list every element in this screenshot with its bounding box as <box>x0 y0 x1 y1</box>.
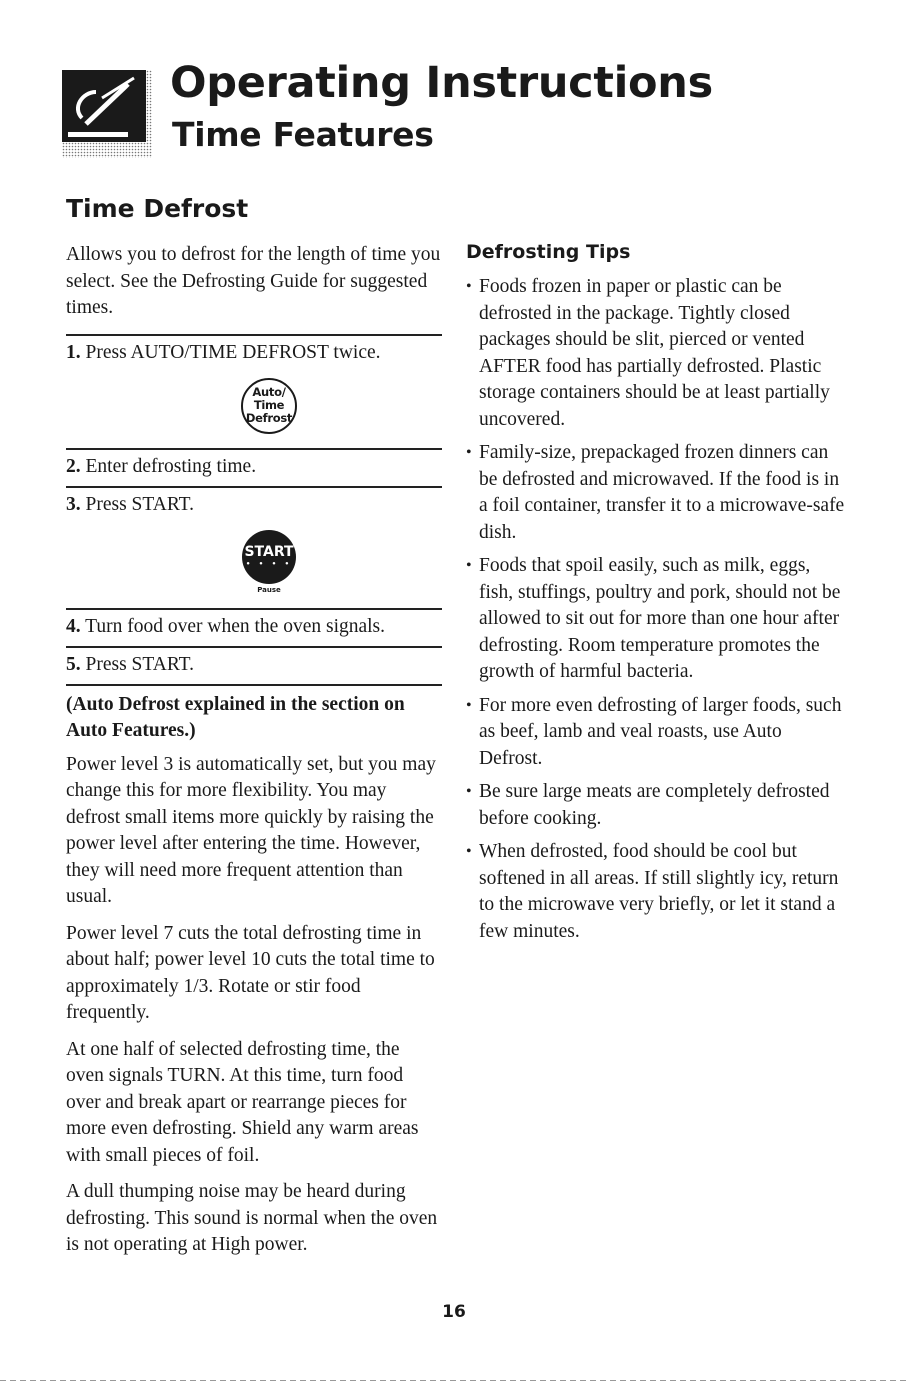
bullet-icon: • <box>466 444 472 461</box>
bullet-icon: • <box>466 696 472 714</box>
step-number: 2. <box>66 455 81 477</box>
page-title: Operating Instructions <box>170 58 713 108</box>
list-item <box>466 693 846 773</box>
bullet-icon: • <box>466 278 472 295</box>
step-text: Press AUTO/TIME DEFROST twice. <box>85 341 381 363</box>
bullet-icon: • <box>466 843 472 860</box>
step-4 <box>66 610 442 646</box>
step-2 <box>66 450 442 486</box>
defrosting-tips-list <box>466 274 846 945</box>
tip-text: When defrosted, food should be cool but softened in all areas. If still slightly icy, return to the microwave very briefly, or let it stand a few minutes. <box>479 841 839 942</box>
list-item <box>466 779 846 832</box>
defrosting-tips-title: Defrosting Tips <box>466 241 631 263</box>
step-3 <box>66 488 442 524</box>
start-button[interactable] <box>242 530 296 584</box>
step-text: Turn food over when the oven signals. <box>85 615 386 637</box>
step-text: Enter defrosting time. <box>85 455 257 477</box>
tip-text: Be sure large meats are completely defrosted before cooking. <box>479 781 830 829</box>
tip-text: Family-size, prepackaged frozen dinners can be defrosted and microwaved. If the food is in a foil container, transfer it to a microwave-safe dish. <box>479 442 845 543</box>
start-button-label: START <box>244 544 294 560</box>
section-title: Time Defrost <box>66 194 249 223</box>
step-5 <box>66 648 442 684</box>
body-paragraph: At one half of selected defrosting time, the oven signals TURN. At this time, turn food over and break apart or rearrange pieces for more even defrosting. Shield any warm areas with small pieces of foil. <box>66 1038 419 1166</box>
page-number: 16 <box>442 1302 466 1322</box>
bullet-icon: • <box>466 783 472 800</box>
step-number: 4. <box>66 615 81 637</box>
step-text: Press START. <box>85 653 194 675</box>
tip-text: Foods frozen in paper or plastic can be defrosted in the package. Tightly closed packages should be slit, pierced or vented AFTER food has partially defrosted. Plastic storage containers should be at least partially uncovered. <box>479 276 830 430</box>
right-column <box>466 240 846 952</box>
body-paragraph: Power level 3 is automatically set, but you may change this for more flexibility. You may defrost small items more quickly by raising the power level after entering the time. However, they will need more frequent attention than usual. <box>66 753 436 907</box>
step-number: 3. <box>66 493 81 515</box>
step-text: Press START. <box>85 493 194 515</box>
page-subtitle: Time Features <box>172 115 434 154</box>
pause-label: Pause <box>257 585 281 594</box>
page-bottom-divider <box>0 1380 908 1381</box>
start-button-dots: • • • • <box>245 560 293 568</box>
tip-text: For more even defrosting of larger foods, such as beef, lamb and veal roasts, use Auto Defrost. <box>479 694 842 769</box>
operating-instructions-logo-icon <box>62 70 152 158</box>
left-column <box>66 242 442 1269</box>
auto-button-line1: Auto/ <box>252 385 286 399</box>
tip-text: Foods that spoil easily, such as milk, eggs, fish, stuffings, poultry and pork, should not be allowed to sit out for more than one hour after defrosting. Room temperature promotes the growth of harmful bacteria. <box>479 555 841 682</box>
auto-button-line2: Time <box>253 398 285 412</box>
body-paragraph: Power level 7 cuts the total defrosting time in about half; power level 10 cuts the total time to approximately 1/3. Rotate or stir food frequently. <box>66 922 435 1023</box>
list-item <box>466 839 846 945</box>
list-item <box>466 553 846 686</box>
step-1 <box>66 336 442 372</box>
step-number: 5. <box>66 653 81 675</box>
body-paragraph: A dull thumping noise may be heard during defrosting. This sound is normal when the oven is not operating at High power. <box>66 1181 438 1255</box>
step-number: 1. <box>66 341 81 363</box>
auto-button-line3: Defrost <box>245 411 293 425</box>
list-item <box>466 440 846 546</box>
list-item <box>466 274 846 433</box>
intro-paragraph: Allows you to defrost for the length of time you select. See the Defrosting Guide for suggested times. <box>66 244 441 318</box>
auto-time-defrost-button[interactable] <box>241 378 297 434</box>
bullet-icon: • <box>466 557 472 574</box>
auto-defrost-note: (Auto Defrost explained in the section on Auto Features.) <box>66 693 405 741</box>
